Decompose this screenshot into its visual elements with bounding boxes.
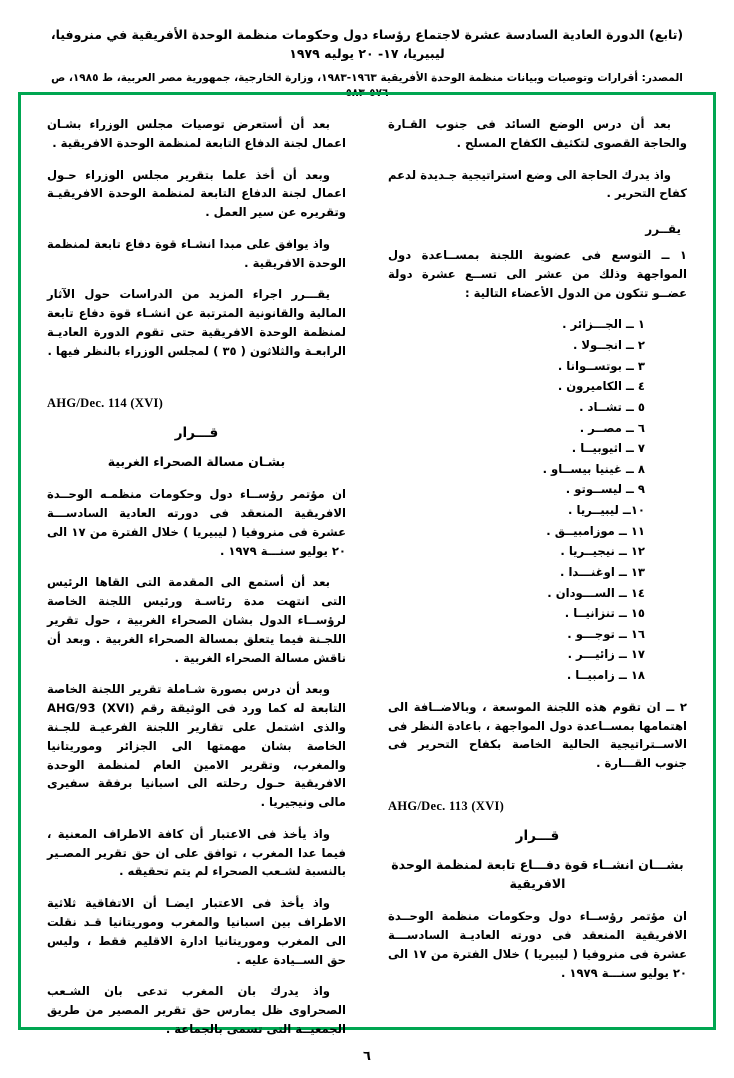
paragraph: بعد أن درس الوضع السائد فى جنوب القـارة والحاجة القصوى لتكثيف الكفاح المسلح . [388, 117, 687, 150]
decision-item-2: ٢ ــ ان تقوم هذه اللجنة الموسعة ، وبالاضــافة الى اهتمامها بمســاعدة دول المواجهة ، باعادة النظر فى الاســتراتيجية الحالية الخاصة بكفاح التحرير فى جنوب القـــارة . [388, 699, 687, 771]
list-item: ٩ ــ ليســوتو . [565, 482, 645, 497]
paragraph: ان مؤتمر رؤســاء دول وحكومات منظمة الوحــدة الافريقية المنعقد فى دورته العاديـة السادســـة عشرة فى منروفيا ( ليبيريا ) خلال الفترة من ١٧ الى ٢٠ يوليو سنـــة ١٩٧٩ . [388, 909, 687, 980]
decision-subject: بشـان مسالة الصحراء الغربية [107, 453, 286, 469]
paragraph: واذ يأخذ فى الاعتبار أن كافة الاطراف المعنية ، فيما عدا المغرب ، توافق على ان حق تقرير المصـير بالنسبة لشـعب الصحراء لم يتم تحقيقه . [47, 826, 346, 879]
list-item: ١٦ ــ توجـــو . [567, 626, 645, 641]
list-item: ٤ ــ الكاميرون . [557, 379, 645, 394]
header-title: (تابع) الدورة العادية السادسة عشرة لاجتماع رؤساء دول وحكومات منظمة الوحدة الأفريقية في منروفيا، ليبيريا، ١٧- ٢٠ يوليه ١٩٧٩ [50, 27, 684, 61]
list-item: ١٨ ــ زامبيــا . [566, 668, 645, 683]
paragraph: بعد أن أستعرض توصيات مجلس الوزراء بشـان اعمال لجنة الدفاع التابعة لمنظمة الوحدة الافريقية . [47, 117, 346, 150]
decision-heading: قـــرار [515, 827, 560, 844]
page-number: ٦ [363, 1049, 371, 1064]
paragraph: واذ يدرك بان المغرب تدعى بان الشـعب الصحراوى ظل يمارس حق تقرير المصير من طريق الجمعيــة التى تسمى بالجماعة . [47, 984, 346, 1036]
list-item: ١ ــ الجـــزائر . [562, 317, 645, 332]
decides-label: يقــرر [645, 222, 681, 237]
page-body [21, 95, 713, 1036]
list-item: ١١ ــ موزامبيــق . [546, 523, 645, 538]
list-item: ٦ ــ مصــر . [579, 420, 645, 435]
list-item: ١٤ ــ الســـودان . [547, 585, 645, 600]
header-source: المصدر: أقرارات وتوصيات وبيانات منظمة الوحدة الأفريقية ١٩٦٣-١٩٨٣، وزارة الخارجية، جمهورية مصر العربية، ط ١٩٨٥، ص ٥٧٦-٥٨٣ [51, 71, 683, 100]
paragraph: وبعد أن درس بصورة شـاملة تقرير اللجنة الخاصة التابعة له كما ورد فى الوثيقة رقم AHG/93 (XVI) والذى اشتمل على تقارير اللجنة الفرعيـة للجـنة الخاصة بشان مهمتها الى الجزائر وموريتانيا والمغرب، وتقرير الامين العام لمنظمة الوحدة الافريقية حـول رحلته الى اسبانيا برفقة سفيرى مالى ونيجيريا . [47, 682, 347, 810]
list-item: ٣ ــ بوتســوانا . [557, 358, 645, 373]
paragraph: واذ يوافق على مبدا انشـاء قوة دفاع تابعة لمنظمة الوحدة الافريقية . [47, 236, 346, 270]
paragraph: وبعد أن أخذ علما بتقرير مجلس الوزراء حـول اعمال لجنة الدفاع التابعة لمنظمة الوحدة الافريقيـة وتقريره عن سير العمل . [47, 167, 346, 220]
document-header [0, 0, 734, 102]
decision-item-1: ١ ــ التوسع فى عضوية اللجنة بمســاعدة دول المواجهة وذلك من عشر الى تســع عشرة دولة عضــو تتكون من الدول الأعضاء التالية : [388, 248, 687, 300]
paragraph: ان مؤتمر رؤســاء دول وحكومات منظمـه الوحــدة الافريقية المنعقد فى دورته العادية السادســـة عشرة فى منروفيا ( ليبيريا ) خلال الفترة من ١٧ الى ٢٠ يوليو سنـــة ١٩٧٩ . [47, 487, 346, 558]
list-item: ١٢ ــ نيجيــريا . [560, 544, 645, 559]
list-item: ٥ ــ تشــاد . [579, 399, 645, 414]
document-code: AHG/Dec. 113 (XVI) [388, 798, 505, 813]
column-right [380, 115, 687, 1017]
list-item: ١٠ــ ليبيــريا . [568, 503, 645, 518]
decision-subject: بشـــان انشــاء قوة دفـــاع تابعة لمنظمة الوحدة الافريقية [391, 856, 684, 891]
list-item: ٢ ــ انجــولا . [572, 338, 645, 353]
list-item: ١٣ ــ اوغنـــدا . [560, 564, 645, 579]
list-item: ٧ ــ اثيوبيــا . [571, 441, 645, 456]
decision-heading: قـــرار [174, 424, 219, 441]
list-item: ٨ ــ غينيا بيســاو . [542, 461, 645, 476]
paragraph: واذ يدرك الحاجة الى وضع استراتيجية جـديدة لدعم كفاح التحرير . [388, 167, 687, 201]
document-code: AHG/Dec. 114 (XVI) [47, 395, 164, 410]
country-list [388, 314, 687, 685]
paragraph: بعد أن أستمع الى المقدمة التى القاها الرئيس التى انتهت مدة رئاسـة ورئيس اللجنة الخاصة لرؤســاء الدول بشان الصحراء الغربية ، حول تقرير اللجـنة فيما يتعلق بمسالة الصحراء الغربية . وبعد أن ناقش مسالة الصحراء الغربية . [47, 575, 346, 665]
list-item: ١٥ ــ تنزانيــا . [564, 606, 645, 621]
paragraph: واذ يأخذ فى الاعتبار ايضـا أن الاتفاقية ثلاثية الاطراف بين اسبانيا والمغرب وموريتانيا قـد نقلت الى المغرب وموريتانيا ادارة الاقليم فقط ، وليس حق الســيادة عليه . [47, 896, 346, 967]
column-left [47, 115, 354, 1036]
green-border-frame [18, 92, 716, 1036]
list-item: ١٧ ــ زائيـــر . [567, 647, 645, 662]
paragraph: يقـــرر اجراء المزيد من الدراسات حول الآثار المالية والقانونية المترتبة عن انشـاء قوة دفاع تابعة لمنظمة الوحدة الافريقية حتى تقوم الدورة العاديـة الرابعـة والثلاثون ( ٣٥ ) لمجلس الوزراء بالنظر فيها . [47, 287, 346, 358]
